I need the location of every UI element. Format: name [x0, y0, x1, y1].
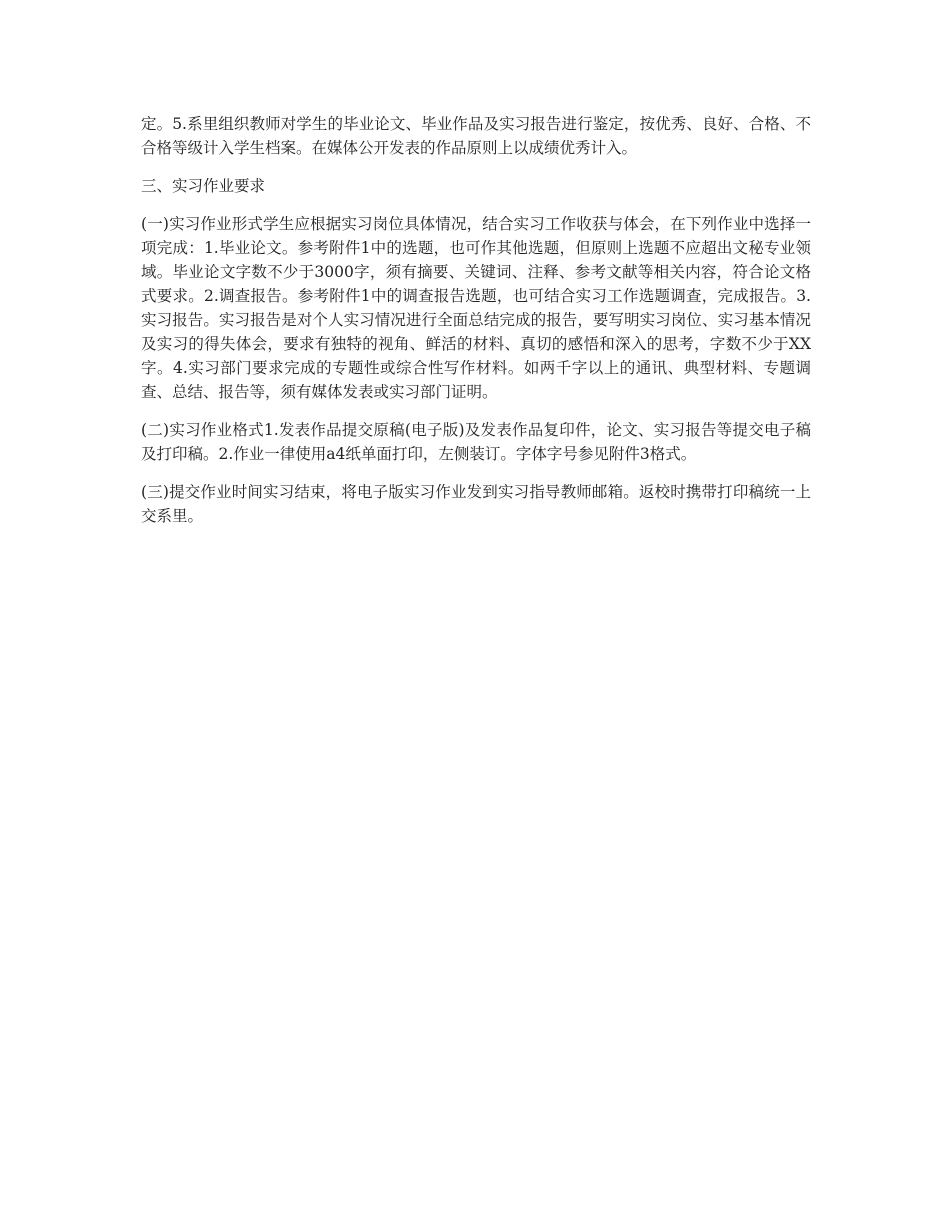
paragraph-submission-time: (三)提交作业时间实习结束，将电子版实习作业发到实习指导教师邮箱。返校时携带打印稿统一上交系里。 [141, 483, 811, 525]
paragraph-assignment-form: (一)实习作业形式学生应根据实习岗位具体情况，结合实习工作收获与体会，在下列作业中选择一项完成：1.毕业论文。参考附件1中的选题，也可作其他选题，但原则上选题不应超出文秘专业领域。毕业论文字数不少于3000字，须有摘要、关键词、注释、参考文献等相关内容，符合论文格式要求。2.调查报告。参考附件1中的调查报告选题，也可结合实习工作选题调查，完成报告。3.实习报告。实习报告是对个人实习情况进行全面总结完成的报告，要写明实习岗位、实习基本情况及实习的得失体会，要求有独特的视角、鲜活的材料、真切的感悟和深入的思考，字数不少于XX字。4.实习部门要求完成的专题性或综合性写作材料。如两千字以上的通讯、典型材料、专题调查、总结、报告等，须有媒体发表或实习部门证明。 [141, 215, 811, 401]
paragraph-assignment-format: (二)实习作业格式1.发表作品提交原稿(电子版)及发表作品复印件，论文、实习报告等提交电子稿及打印稿。2.作业一律使用a4纸单面打印，左侧装订。字体字号参见附件3格式。 [141, 421, 811, 463]
section-heading-assignment-requirements: 三、实习作业要求 [141, 177, 266, 195]
paragraph-appraisal: 定。5.系里组织教师对学生的毕业论文、毕业作品及实习报告进行鉴定，按优秀、良好、合格、不合格等级计入学生档案。在媒体公开发表的作品原则上以成绩优秀计入。 [141, 115, 811, 157]
document-body [141, 112, 811, 542]
